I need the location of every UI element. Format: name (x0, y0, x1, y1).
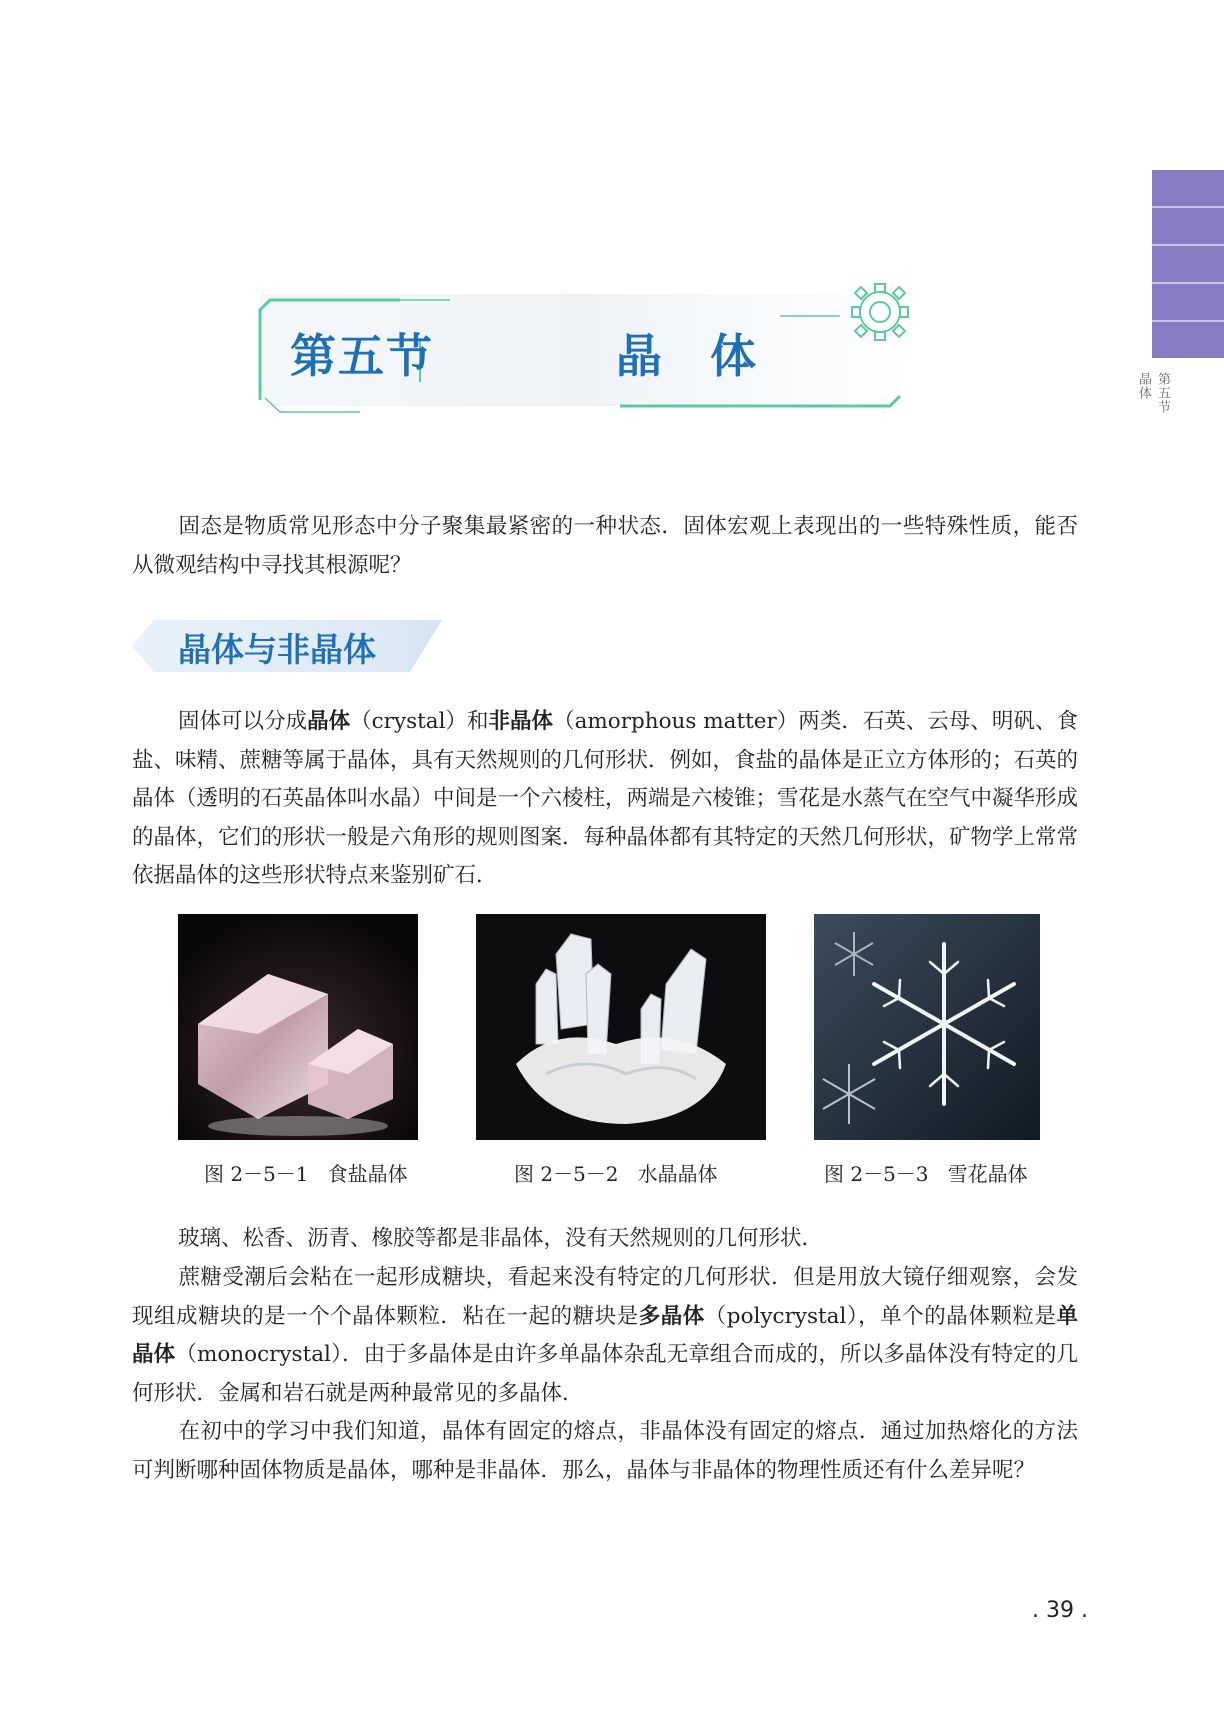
term-polycrystal: 多晶体 (638, 1303, 705, 1329)
paragraph-amorphous-examples (132, 1220, 1078, 1259)
term-amorphous: 非晶体 (488, 709, 554, 734)
figure-salt-crystal-image (178, 914, 418, 1140)
figure-caption-1 (204, 1158, 408, 1187)
section-heading-text: 晶体与非晶体 (178, 630, 376, 669)
paragraph-polycrystal (132, 1259, 1078, 1413)
paragraph-melting-point (132, 1413, 1078, 1490)
p2-text: 玻璃、松香、沥青、橡胶等都是非晶体，没有天然规则的几何形状． (178, 1226, 824, 1251)
term-crystal: 晶体 (307, 709, 351, 734)
figure-caption-2 (514, 1158, 718, 1187)
figure-caption-text-2: 水晶晶体 (637, 1162, 718, 1186)
side-section-label (1136, 372, 1172, 414)
p3-text-c: （monocrystal）．由于多晶体是由许多单晶体杂乱无章组合而成的，所以多晶体没有特定的几何形状．金属和岩石就是两种最常见的多晶体． (132, 1342, 1078, 1406)
term-monocrystal: 单晶体 (132, 1303, 1078, 1367)
figure-caption-text-1: 食盐晶体 (327, 1162, 408, 1186)
figure-label-3: 图 2－5－3 (824, 1162, 929, 1186)
side-section-name: 晶体 (1136, 372, 1151, 400)
figure-label-1: 图 2－5－1 (204, 1162, 309, 1186)
p3-text-a: 蔗糖受潮后会粘在一起形成糖块，看起来没有特定的几何形状．但是用放大镜仔细观察，会发现组成糖块的是一个个晶体颗粒．粘在一起的糖块是 (132, 1265, 1078, 1329)
page-number: . 39 . (1032, 1598, 1088, 1623)
chapter-side-tab (1152, 170, 1224, 358)
section-main-title: 晶体 (616, 329, 804, 383)
figure-quartz-crystal-image (476, 914, 766, 1140)
figure-caption-text-3: 雪花晶体 (947, 1162, 1028, 1186)
p3-text-b: （polycrystal），单个的晶体颗粒是 (704, 1303, 1057, 1329)
p1-text-a: 固体可以分成 (178, 709, 308, 734)
section-heading (132, 620, 442, 672)
intro-paragraph (132, 508, 1078, 585)
intro-text: 固态是物质常见形态中分子聚集最紧密的一种状态．固体宏观上表现出的一些特殊性质，能否从微观结构中寻找其根源呢？ (132, 514, 1078, 578)
figure-label-2: 图 2－5－2 (514, 1162, 619, 1186)
figure-snowflake-crystal-image (814, 914, 1040, 1140)
p1-text-c: （amorphous matter）两类．石英、云母、明矾、食盐、味精、蔗糖等属于晶体，具有天然规则的几何形状．例如，食盐的晶体是正立方体形的；石英的晶体（透明的石英晶体叫水晶）中间是一个六棱柱，两端是六棱锥；雪花是水蒸气在空气中凝华形成的晶体，它们的形状一般是六角形的规则图案．每种晶体都有其特定的天然几何形状，矿物学上常常依据晶体的这些形状特点来鉴别矿石． (132, 709, 1079, 888)
p1-text-b: （crystal）和 (350, 709, 489, 734)
figure-caption-3 (824, 1158, 1028, 1187)
p4-text: 在初中的学习中我们知道，晶体有固定的熔点，非晶体没有固定的熔点．通过加热熔化的方法可判断哪种固体物质是晶体，哪种是非晶体．那么，晶体与非晶体的物理性质还有什么差异呢？ (132, 1419, 1078, 1483)
section-number-title: 第五节 (290, 329, 434, 383)
side-section-number: 第五节 (1155, 372, 1170, 414)
paragraph-crystal-definition (132, 703, 1078, 896)
section-title-banner (240, 280, 970, 420)
